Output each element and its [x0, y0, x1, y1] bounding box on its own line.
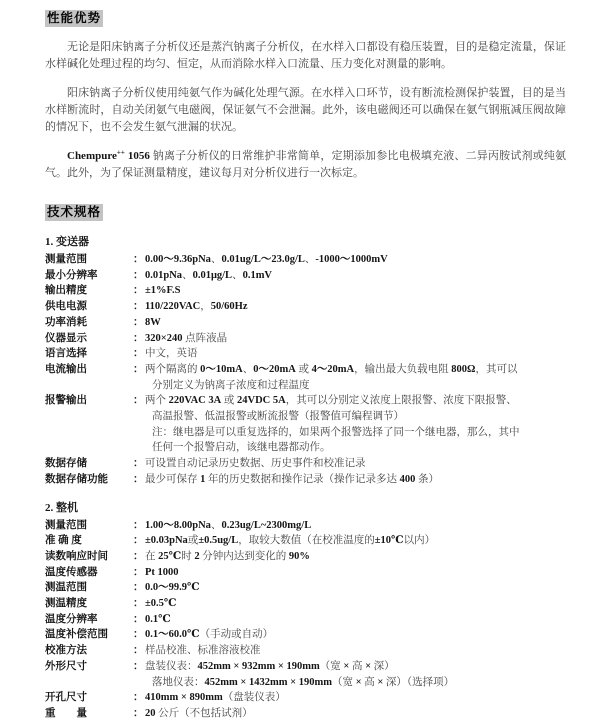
spec-row: [45, 690, 566, 706]
spec-label: 最小分辨率: [45, 269, 98, 281]
spec-value: [145, 580, 566, 596]
spec-row: [45, 627, 566, 643]
spec-value: [145, 346, 566, 362]
spec-label: 校准方法: [45, 645, 87, 657]
spec-label: 重 量: [45, 707, 87, 719]
spec-value-line: 在 25℃时 2 分钟内达到变化的 90%: [145, 550, 310, 562]
section-title-specs: 技术规格: [47, 205, 102, 219]
spec-value: [145, 268, 566, 284]
spec-value: [145, 283, 566, 299]
spec-group: [45, 501, 566, 722]
spec-label: 测温精度: [45, 598, 87, 610]
spec-value: [145, 612, 566, 628]
spec-colon: ：: [133, 707, 144, 719]
spec-row: [45, 362, 566, 393]
spec-row: [45, 393, 566, 456]
paragraph: 阳床钠离子分析仪使用纯氨气作为碱化处理气源。在水样入口环节，设有断流检测保护装置，目的是当水样断流时，自动关闭氨气电磁阀，保证氨气不会泄漏。此外，该电磁阀还可以确保在氨气钢瓶减压阀故障的情况下，也不会发生氨气泄漏的状况。: [45, 87, 566, 133]
spec-group-heading: 1. 变送器: [45, 236, 89, 248]
spec-colon: ：: [133, 285, 144, 297]
spec-value-line: ±0.03pNa或±0.5ug/L，取较大数值（在校准温度的±10℃以内）: [145, 535, 436, 547]
spec-label: 温度分辨率: [45, 613, 98, 625]
spec-value: [145, 549, 566, 565]
spec-row: [45, 346, 566, 362]
spec-label: 温度传感器: [45, 566, 98, 578]
spec-colon: ：: [133, 301, 144, 313]
spec-colon: ：: [133, 629, 144, 641]
spec-value-line: 分别定义为钠离子浓度和过程温度: [152, 379, 310, 391]
spec-value-line: 两个隔离的 0～10mA、0～20mA 或 4～20mA，输出最大负载电阻 800Ω，其可以: [145, 363, 518, 375]
spec-colon: ：: [133, 613, 144, 625]
spec-value-line: 0.1～60.0℃（手动或自动）: [145, 629, 274, 641]
spec-colon: ：: [133, 582, 144, 594]
spec-row: [45, 643, 566, 659]
spec-value: [145, 472, 566, 488]
spec-value: [145, 596, 566, 612]
section-title-performance: 性能优势: [47, 11, 102, 25]
spec-value-line: 可设置自动记录历史数据、历史事件和校准记录: [145, 458, 366, 470]
spec-label: 读数响应时间: [45, 550, 108, 562]
performance-paragraphs: [45, 39, 566, 182]
spec-label: 功率消耗: [45, 316, 87, 328]
spec-row: [45, 612, 566, 628]
spec-value: [145, 533, 566, 549]
spec-value: [145, 659, 566, 690]
spec-value-line: 0.01pNa、0.01μg/L、0.1mV: [145, 269, 273, 281]
spec-colon: ：: [133, 660, 144, 672]
spec-value-line: 0.1℃: [145, 613, 171, 625]
spec-label: 测量范围: [45, 254, 87, 265]
spec-label: 仪器显示: [45, 332, 87, 344]
spec-value-line: 注：继电器是可以重复选择的，如果两个报警选择了同一个继电器，那么，其中: [152, 426, 520, 438]
spec-group-heading: 2. 整机: [45, 501, 78, 514]
spec-value-line: Pt 1000: [145, 566, 179, 578]
spec-row: [45, 518, 566, 534]
spec-groups: [45, 235, 566, 722]
spec-value-line: 高温报警、低温报警或断流报警（报警值可编程调节）: [152, 411, 404, 423]
spec-value: [145, 690, 566, 706]
spec-colon: ：: [133, 458, 144, 470]
spec-row: [45, 596, 566, 612]
spec-value-line: 两个 220VAC 3A 或 24VDC 5A，其可以分别定义浓度上限报警、浓度下限报警、: [145, 395, 517, 407]
spec-label: 准 确 度: [45, 535, 82, 547]
spec-value-line: 1.00～8.00pNa、0.23ug/L~2300mg/L: [145, 519, 312, 531]
spec-value-line: 中文，英语: [145, 348, 198, 360]
spec-row: [45, 533, 566, 549]
spec-row: [45, 252, 566, 268]
spec-colon: ：: [133, 254, 144, 265]
spec-value-line: 8W: [145, 316, 161, 328]
spec-row: [45, 472, 566, 488]
spec-colon: ：: [133, 473, 144, 485]
section-performance: [45, 9, 566, 182]
paragraph: Chempure++ 1056 钠离子分析仪的日常维护非常简单，定期添加参比电极填充液、二异丙胺试剂或纯氨气。此外，为了保证测量精度，建议每月对分析仪进行一次标定。: [45, 148, 567, 179]
spec-label: 输出精度: [45, 285, 87, 297]
spec-value-line: 盘装仪表：452mm × 932mm × 190mm（宽 × 高 × 深）: [145, 660, 395, 672]
spec-row: [45, 549, 566, 565]
spec-colon: ：: [133, 535, 144, 547]
spec-group: [45, 235, 566, 488]
spec-value: [145, 252, 566, 268]
spec-rows: [45, 518, 566, 722]
spec-label: 温度补偿范围: [45, 629, 108, 641]
spec-label: 数据存储功能: [45, 473, 108, 485]
spec-label: 报警输出: [45, 395, 87, 407]
spec-row: [45, 565, 566, 581]
spec-value-line: 0.0～99.9℃: [145, 582, 200, 594]
spec-colon: ：: [133, 395, 144, 407]
spec-label: 语言选择: [45, 348, 87, 360]
spec-colon: ：: [133, 316, 144, 328]
spec-row: [45, 283, 566, 299]
spec-label: 测温范围: [45, 582, 87, 594]
spec-value: [145, 315, 566, 331]
spec-value-line: 320×240 点阵液晶: [145, 332, 228, 344]
spec-value-line: 最少可保存 1 年的历史数据和操作记录（操作记录多达 400 条）: [145, 473, 439, 485]
spec-value: [145, 331, 566, 347]
paragraph: 无论是阳床钠离子分析仪还是蒸汽钠离子分析仪，在水样入口都设有稳压装置，目的是稳定流量，保证水样碱化处理过程的均匀、恒定，从而消除水样入口流量、压力变化对测量的影响。: [45, 41, 566, 70]
spec-value: [145, 627, 566, 643]
spec-row: [45, 315, 566, 331]
spec-colon: ：: [133, 645, 144, 657]
spec-value-line: 20 公斤（不包括试剂）: [145, 707, 253, 719]
spec-value-line: 任何一个报警启动，该继电器都动作。: [152, 442, 331, 454]
spec-value-line: ±0.5℃: [145, 598, 177, 610]
spec-value-line: 410mm × 890mm（盘装仪表）: [145, 692, 286, 704]
spec-colon: ：: [133, 692, 144, 704]
spec-colon: ：: [133, 566, 144, 578]
spec-label: 测量范围: [45, 519, 87, 531]
spec-value-line: 落地仪表：452mm × 1432mm × 190mm（宽 × 高 × 深）（选择项）: [152, 676, 455, 688]
spec-value-line: 0.00～9.36pNa、0.01ug/L～23.0g/L、-1000～1000mV: [145, 254, 388, 265]
spec-label: 开孔尺寸: [45, 692, 87, 704]
spec-value: [145, 393, 566, 456]
spec-value-line: ±1%F.S: [145, 285, 181, 297]
spec-value: [145, 362, 566, 393]
spec-rows: [45, 252, 566, 488]
spec-row: [45, 268, 566, 284]
spec-colon: ：: [133, 550, 144, 562]
spec-value: [145, 456, 566, 472]
spec-colon: ：: [133, 332, 144, 344]
spec-row: [45, 331, 566, 347]
spec-label: 电流输出: [45, 363, 87, 375]
spec-value: [145, 643, 566, 659]
spec-value: [145, 299, 566, 315]
spec-colon: ：: [133, 598, 144, 610]
spec-row: [45, 299, 566, 315]
spec-label: 数据存储: [45, 458, 87, 470]
section-specs: [45, 203, 566, 722]
spec-colon: ：: [133, 348, 144, 360]
spec-value: [145, 518, 566, 534]
spec-colon: ：: [133, 519, 144, 531]
spec-row: [45, 706, 566, 722]
spec-row: [45, 580, 566, 596]
spec-colon: ：: [133, 363, 144, 375]
spec-row: [45, 659, 566, 690]
spec-value-line: 110/220VAC，50/60Hz: [145, 301, 248, 313]
spec-row: [45, 456, 566, 472]
spec-value-line: 样品校准、标准溶液校准: [145, 645, 261, 657]
spec-label: 供电电源: [45, 301, 87, 313]
spec-colon: ：: [133, 269, 144, 281]
spec-value: [145, 706, 566, 722]
spec-value: [145, 565, 566, 581]
spec-label: 外形尺寸: [45, 660, 87, 672]
